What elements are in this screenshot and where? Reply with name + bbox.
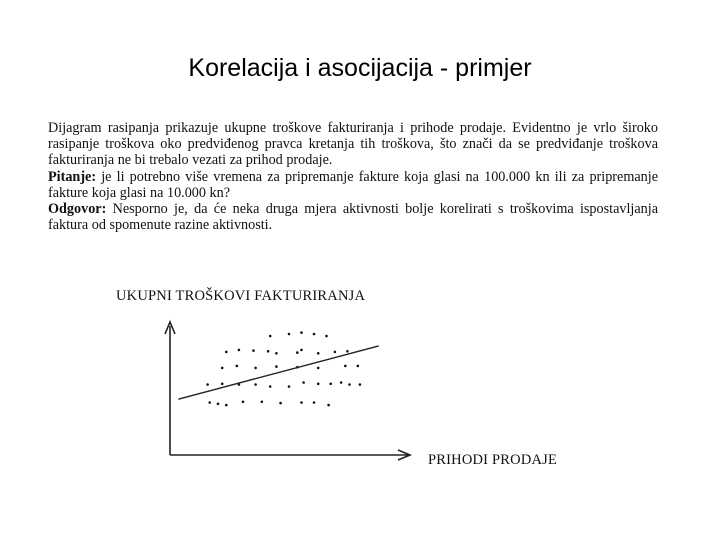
scatter-point	[252, 349, 255, 352]
scatter-point	[267, 350, 270, 353]
scatter-point	[317, 383, 320, 386]
scatter-point	[217, 403, 220, 406]
scatter-point	[348, 383, 351, 386]
scatter-point	[313, 401, 316, 404]
question-text: je li potrebno više vremena za pripremanje fakture koja glasi na 100.000 kn ili za pripremanje fakture koja glasi na 10.000 kn?	[48, 168, 658, 201]
scatter-point	[317, 352, 320, 355]
scatter-point	[288, 385, 291, 388]
question-label: Pitanje:	[48, 168, 97, 185]
scatter-point	[221, 367, 224, 370]
scatter-point	[359, 383, 362, 386]
scatter-point	[334, 351, 337, 354]
scatter-point	[296, 351, 299, 354]
scatter-point	[269, 335, 272, 338]
answer-label: Odgovor:	[48, 201, 107, 218]
scatter-point	[313, 333, 316, 336]
scatter-point	[300, 349, 303, 352]
scatter-point	[254, 367, 257, 370]
scatter-point	[225, 351, 228, 354]
scatter-point	[357, 365, 360, 368]
scatter-point	[300, 401, 303, 404]
scatter-point	[254, 383, 257, 386]
scatter-point	[329, 383, 332, 386]
scatter-point	[327, 404, 330, 407]
scatter-point	[275, 352, 278, 355]
scatter-point	[288, 333, 291, 336]
scatter-point	[236, 365, 239, 368]
scatter-point	[300, 331, 303, 334]
scatter-point	[221, 383, 224, 386]
scatter-point	[346, 350, 349, 353]
scatter-point	[206, 383, 209, 386]
scatter-point	[242, 401, 245, 404]
scatter-point	[238, 349, 241, 352]
x-axis-label: PRIHODI PRODAJE	[428, 452, 558, 468]
scatter-point	[208, 401, 211, 404]
scatter-point	[317, 367, 320, 370]
scatter-point	[269, 385, 272, 388]
answer-text: Nesporno je, da će neka druga mjera aktivnosti bolje korelirati s troškovima ispostavljanja faktura od spomenute razine aktivnosti.	[48, 201, 658, 234]
scatter-points	[206, 331, 361, 406]
scatter-point	[261, 401, 264, 404]
scatter-point	[325, 335, 328, 338]
trend-line-group	[178, 346, 378, 399]
y-axis-label: UKUPNI TROŠKOVI FAKTURIRANJA	[116, 288, 366, 304]
scatter-point	[275, 365, 278, 368]
scatter-point	[302, 381, 305, 384]
axes	[165, 322, 410, 460]
intro-text: Dijagram rasipanja prikazuje ukupne troškove fakturiranja i prihode prodaje. Evidentno je vrlo široko rasipanje troškova oko predviđenog pravca kretanja tih troškova, što znači da se predviđanje troškova fakturiranja ne bi trebalo vezati za prihod prodaje.	[48, 120, 658, 169]
scatter-point	[340, 381, 343, 384]
trend-line	[178, 346, 378, 399]
scatter-point	[279, 402, 282, 405]
scatter-point	[344, 365, 347, 368]
slide-title: Korelacija i asocijacija - primjer	[188, 54, 532, 82]
scatter-point	[225, 404, 228, 407]
